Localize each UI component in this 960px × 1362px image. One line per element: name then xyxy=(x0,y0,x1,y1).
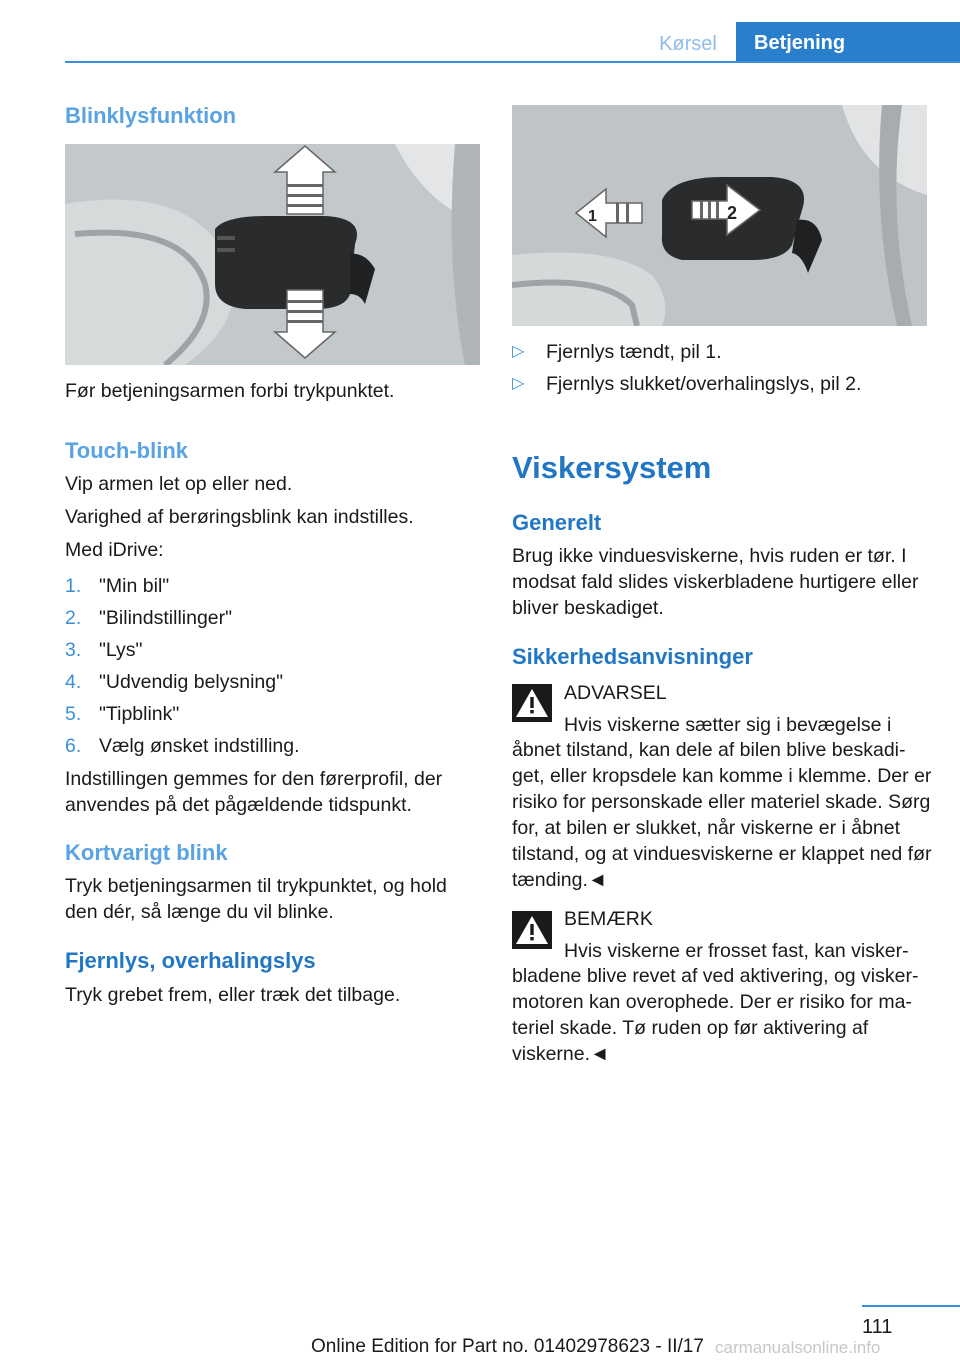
warning-text: åbnet tilstand, kan dele af bilen blive beskadi-get, eller kropsdele kan komme i klemme. Der er risiko for personskade eller materiel skade. Sørg for, at bilen er slukket, når viskerne er i åbnet tilstand, og at vinduesviskerne er klappet ned før tænding.◄ xyxy=(512,739,932,891)
high-beam-bullets xyxy=(512,339,932,403)
high-beam-text: Tryk grebet frem, eller træk det tilbage. xyxy=(65,984,401,1006)
figure-caption: Før betjeningsarmen forbi trykpunktet. xyxy=(65,380,395,402)
arrow-1-label: 1 xyxy=(588,208,597,225)
section-title-blinklys: Blinklysfunktion xyxy=(65,103,237,128)
heading-sikkerhed: Sikkerhedsanvisninger xyxy=(512,644,753,669)
list-item: 6. Vælg ønsket indstilling. xyxy=(65,735,300,757)
touch-line-3: Med iDrive: xyxy=(65,539,164,561)
figure-high-beam-lever xyxy=(512,105,927,326)
list-item: 5. "Tipblink" xyxy=(65,703,180,725)
list-item: ▷ Fjernlys slukket/overhalingslys, pil 2. xyxy=(512,373,862,395)
idrive-steps xyxy=(65,573,480,765)
tab-betjening[interactable]: Betjening xyxy=(736,22,960,62)
notice-first-line: Hvis viskerne er frosset fast, kan visker- xyxy=(564,940,909,962)
heading-viskersystem: Viskersystem xyxy=(512,450,712,485)
footer-rule xyxy=(862,1305,960,1307)
list-item: 1. "Min bil" xyxy=(65,575,170,597)
warning-first-line: Hvis viskerne sætter sig i bevægelse i xyxy=(564,714,892,736)
touch-line-2: Varighed af berøringsblink kan indstilles. xyxy=(65,506,414,528)
list-item: 2. "Bilindstillinger" xyxy=(65,607,233,629)
heading-generelt: Generelt xyxy=(512,510,602,535)
short-blink-text: Tryk betjeningsarmen til trykpunktet, og hold den dér, så længe du vil blinke. xyxy=(65,875,447,923)
bullet-triangle-icon: ▷ xyxy=(512,375,525,392)
heading-touch-blink: Touch-blink xyxy=(65,438,189,463)
heading-high-beam: Fjernlys, overhalingslys xyxy=(65,948,316,973)
edition-text: Online Edition for Part no. 01402978623 - II/17 xyxy=(311,1336,704,1357)
tab-korsel[interactable]: Kørsel xyxy=(659,33,717,55)
list-item: 3. "Lys" xyxy=(65,639,143,661)
generelt-text: Brug ikke vinduesviskerne, hvis ruden er tør. I modsat fald slides viskerbladene hurtigere eller bliver beskadiget. xyxy=(512,545,919,619)
warning-label: ADVARSEL xyxy=(564,682,667,704)
figure-turn-signal-lever xyxy=(65,144,480,365)
warning-triangle-icon xyxy=(512,684,552,722)
bullet-triangle-icon: ▷ xyxy=(512,343,525,360)
page-number: 111 xyxy=(862,1316,893,1338)
arrow-2-label: 2 xyxy=(727,203,738,223)
touch-note: Indstillingen gemmes for den førerprofil, der anvendes på det pågældende tidspunkt. xyxy=(65,768,443,816)
touch-line-1: Vip armen let op eller ned. xyxy=(65,473,293,495)
list-item: 4. "Udvendig belysning" xyxy=(65,671,284,693)
watermark: carmanualsonline.info xyxy=(715,1338,881,1357)
notice-label: BEMÆRK xyxy=(564,908,653,930)
heading-short-blink: Kortvarigt blink xyxy=(65,840,228,865)
list-item: ▷ Fjernlys tændt, pil 1. xyxy=(512,341,722,363)
notice-text: bladene blive revet af ved aktivering, og visker-motoren kan overophede. Der er risiko for ma-teriel skade. Tø ruden op før aktivering af viskerne.◄ xyxy=(512,965,919,1065)
notice-triangle-icon xyxy=(512,911,552,949)
header-rule xyxy=(65,61,960,63)
